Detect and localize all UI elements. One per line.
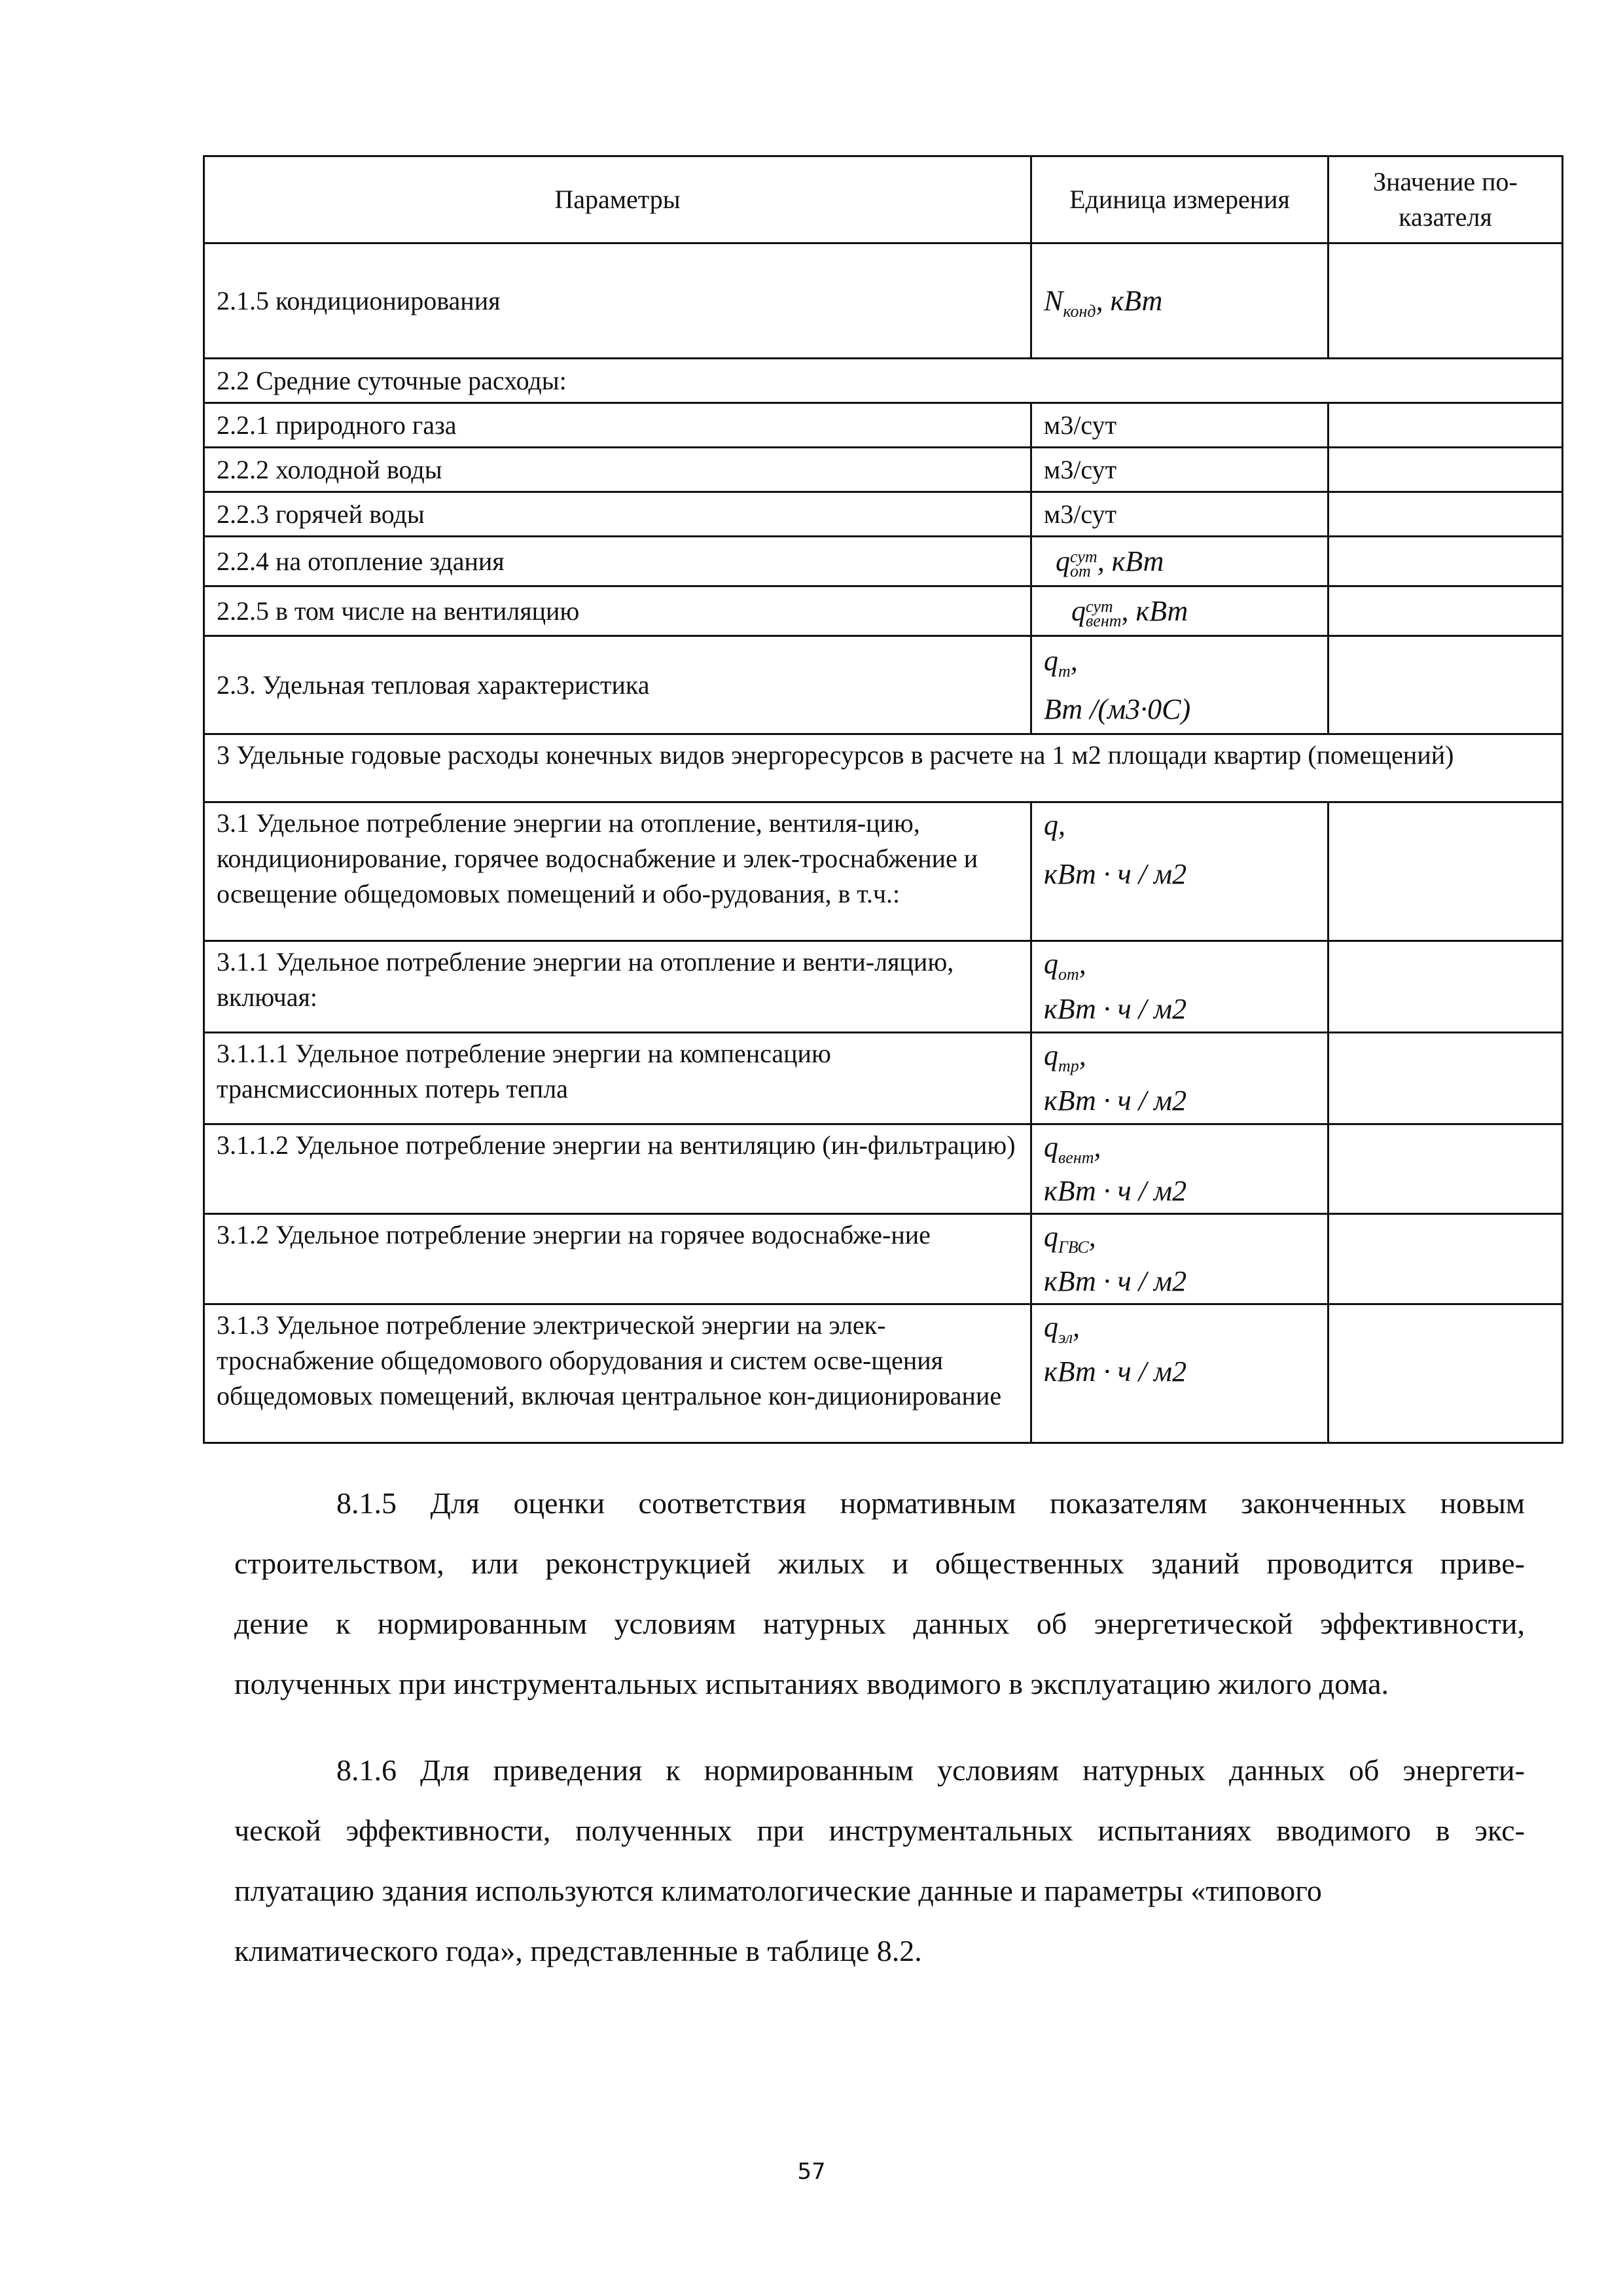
unit-cell: $q_{эл}$, кВт · ч / м2 (1031, 1304, 1329, 1443)
param-cell: 2.2.5 в том числе на вентиляцию (204, 586, 1031, 636)
value-cell (1329, 636, 1563, 734)
param-cell: 2.2.4 на отопление здания (204, 537, 1031, 586)
table-row (204, 537, 1563, 586)
paragraph-line: 8.1.6 Для приведения к нормированным условиям натурных данных об энергети- (336, 1753, 1525, 1787)
param-cell: 3.1.1.1 Удельное потребление энергии на компенсацию трансмиссионных потерь тепла (204, 1032, 1031, 1124)
table-row (204, 636, 1563, 734)
table-row (204, 1304, 1563, 1443)
paragraph-8-1-6 (234, 1740, 1525, 1981)
unit-cell: q сут вент , кВт (1031, 586, 1329, 636)
unit-text: м3/сут (1044, 454, 1117, 484)
table-row (204, 1214, 1563, 1304)
value-cell (1329, 448, 1563, 492)
param-cell: 3.1 Удельное потребление энергии на отопление, вентиля-цию, кондиционирование, горячее водоснабжение и элек-троснабжение и освещение общедомовых помещений и обо-рудования, в т.ч.: (204, 802, 1031, 941)
paragraph-line: строительством, или реконструкцией жилых и общественных зданий проводится приве- (234, 1547, 1525, 1580)
param-cell: 2.1.5 кондиционирования (204, 243, 1031, 359)
value-cell (1329, 492, 1563, 537)
table-row (204, 448, 1563, 492)
unit-cell: q сут от , кВт (1031, 537, 1329, 586)
param-cell: 3.1.3 Удельное потребление электрической энергии на элек-троснабжение общедомового оборудования и систем осве-щения общедомовых помещений, включая центральное кон-диционирование (204, 1304, 1031, 1443)
unit-cell: $q_{тр}$, кВт · ч / м2 (1031, 1032, 1329, 1124)
value-cell (1329, 537, 1563, 586)
paragraph-line: плуатацию здания используются климатологические данные и параметры «типового (234, 1874, 1322, 1907)
unit-text: м3/сут (1044, 410, 1117, 440)
value-cell (1329, 802, 1563, 941)
value-cell (1329, 1304, 1563, 1443)
paragraph-line: климатического года», представленные в таблице 8.2. (234, 1934, 922, 1967)
unit-cell: $q_т$, Вт /(м3·0С) (1031, 636, 1329, 734)
page-number: 57 (797, 2159, 826, 2185)
table-header-row (204, 156, 1563, 243)
param-cell: 2.2.3 горячей воды (204, 492, 1031, 537)
header-parameters: Параметры (204, 156, 1031, 243)
value-cell (1329, 1032, 1563, 1124)
table-row (204, 492, 1563, 537)
unit-cell (1031, 403, 1329, 448)
table-row (204, 359, 1563, 403)
table-row (204, 941, 1563, 1033)
section-cell: 3 Удельные годовые расходы конечных видов энергоресурсов в расчете на 1 м2 площади квартир (помещений) (204, 734, 1563, 802)
param-cell: 3.1.2 Удельное потребление энергии на горячее водоснабже-ние (204, 1214, 1031, 1304)
header-unit: Единица измерения (1031, 156, 1329, 243)
value-cell (1329, 243, 1563, 359)
value-cell (1329, 1124, 1563, 1214)
value-cell (1329, 586, 1563, 636)
table-row (204, 1124, 1563, 1214)
param-cell: 2.2.1 природного газа (204, 403, 1031, 448)
table-row (204, 586, 1563, 636)
table-row (204, 1032, 1563, 1124)
header-value: Значение по-казателя (1329, 156, 1563, 243)
param-cell: 2.2.2 холодной воды (204, 448, 1031, 492)
table-row (204, 802, 1563, 941)
paragraph-8-1-5 (234, 1473, 1525, 1714)
parameters-table (203, 155, 1563, 1444)
section-cell: 2.2 Средние суточные расходы: (204, 359, 1563, 403)
param-cell: 3.1.1.2 Удельное потребление энергии на вентиляцию (ин-фильтрацию) (204, 1124, 1031, 1214)
unit-cell (1031, 492, 1329, 537)
unit-cell (1031, 448, 1329, 492)
paragraph-line: ческой эффективности, полученных при инструментальных испытаниях вводимого в экс- (234, 1814, 1525, 1847)
unit-cell: $q_{от}$, кВт · ч / м2 (1031, 941, 1329, 1033)
value-cell (1329, 941, 1563, 1033)
param-cell: 3.1.1 Удельное потребление энергии на отопление и венти-ляцию, включая: (204, 941, 1031, 1033)
paragraph-line: 8.1.5 Для оценки соответствия нормативным показателям законченных новым (336, 1486, 1525, 1520)
unit-cell: $q_{вент}$, кВт · ч / м2 (1031, 1124, 1329, 1214)
param-cell: 2.3. Удельная тепловая характеристика (204, 636, 1031, 734)
unit-cell: q, кВт · ч / м2 (1031, 802, 1329, 941)
value-cell (1329, 403, 1563, 448)
unit-cell: $N_{конд}$, кВт (1031, 243, 1329, 359)
paragraph-line: полученных при инструментальных испытаниях вводимого в эксплуатацию жилого дома. (234, 1667, 1389, 1700)
table-row (204, 734, 1563, 802)
unit-text: м3/сут (1044, 499, 1117, 529)
table-row (204, 243, 1563, 359)
value-cell (1329, 1214, 1563, 1304)
unit-cell: $q_{ГВС}$, кВт · ч / м2 (1031, 1214, 1329, 1304)
paragraph-line: дение к нормированным условиям натурных данных об энергетической эффективности, (234, 1607, 1525, 1640)
table-row (204, 403, 1563, 448)
